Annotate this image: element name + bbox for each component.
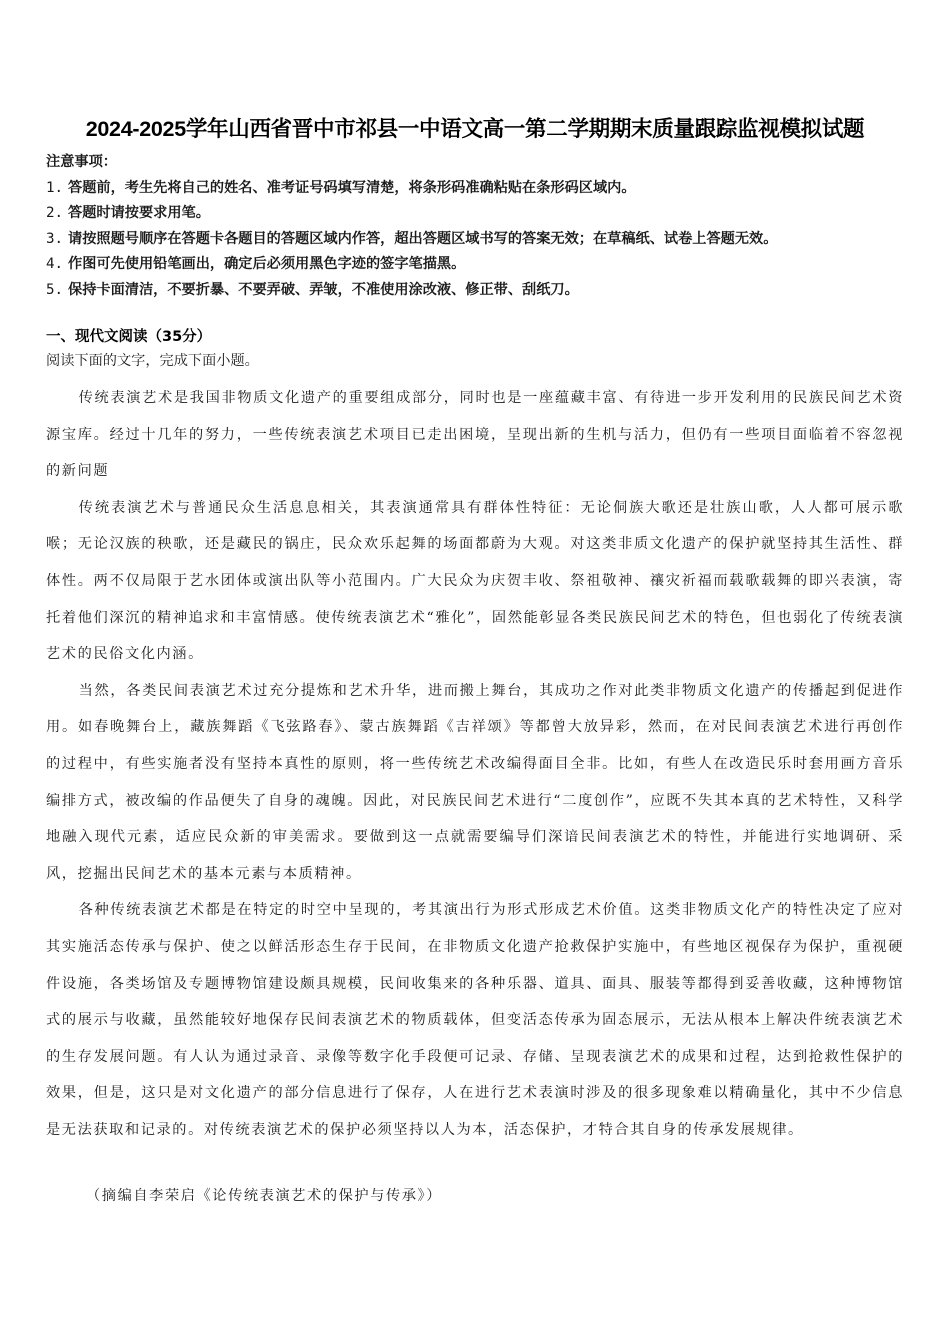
document-title: 2024-2025学年山西省晋中市祁县一中语文高一第二学期期末质量跟踪监视模拟试题 — [85, 117, 865, 141]
notes-item-number: 1. — [46, 179, 64, 196]
passage-paragraph: 传统表演艺术是我国非物质文化遗产的重要组成部分，同时也是一座蕴藏丰富、有待进一步开发利用的民族民间艺术资源宝库。经过十几年的努力，一些传统表演艺术项目已走出困境，呈现出新的生机与活力，但仍有一些项目面临着不容忽视的新问题 — [46, 390, 904, 480]
notes-item — [46, 201, 926, 227]
notes-item-text: 保持卡面清洁，不要折暴、不要弄破、弄皱，不准使用涂改液、修正带、刮纸刀。 — [68, 281, 579, 298]
reading-passage — [46, 380, 904, 1148]
notes-item — [46, 278, 926, 304]
notes-item — [46, 227, 926, 253]
notes-item-text: 答题时请按要求用笔。 — [68, 205, 210, 221]
notes-item-text: 请按照题号顺序在答题卡各题目的答题区域内作答，超出答题区域书写的答案无效；在草稿纸、试卷上答题无效。 — [68, 230, 778, 247]
section-instruction: 阅读下面的文字，完成下面小题。 — [46, 353, 259, 369]
notes-item-text: 作图可先使用铅笔画出，确定后必须用黑色字迹的签字笔描黑。 — [68, 256, 466, 272]
notes-item — [46, 252, 926, 278]
passage-paragraph: 当然，各类民间表演艺术过充分提炼和艺术升华，进而搬上舞台，其成功之作对此类非物质文化遗产的传播起到促进作用。如春晚舞台上，藏族舞蹈《飞弦路春》、蒙古族舞蹈《吉祥颂》等都曾大放异彩，然而，在对民间表演艺术进行再创作的过程中，有些实施者没有坚持本真性的原则，将一些传统艺术改编得面目全非。比如，有些人在改造民乐时套用画方音乐编排方式，被改编的作品便失了自身的魂魄。因此，对民族民间艺术进行“二度创作”，应既不失其本真的艺术特性，又科学地融入现代元素，适应民众新的审美需求。要做到这一点就需要编导们深谙民间表演艺术的特性，并能进行实地调研、采风，挖掘出民间艺术的基本元素与本质精神。 — [46, 682, 904, 882]
notes-item — [46, 176, 926, 202]
passage-citation: （摘编自李荣启《论传统表演艺术的保护与传承》） — [86, 1188, 443, 1204]
notes-heading: 注意事项： — [46, 154, 117, 170]
passage-paragraph: 传统表演艺术与普通民众生活息息相关，其表演通常具有群体性特征：无论侗族大歌还是壮族山歌，人人都可展示歌喉；无论汉族的秧歌，还是藏民的锅庄，民众欢乐起舞的场面都蔚为大观。对这类非质文化遗产的保护就坚持其生活性、群体性。两不仅局限于艺水团体或演出队等小范围内。广大民众为庆贺丰收、祭祖敬神、禳灾祈福而载歌载舞的即兴表演，寄托着他们深沉的精神追求和丰富情感。使传统表演艺术“雅化”，固然能彰显各类民族民间艺术的特色，但也弱化了传统表演艺术的民俗文化内涵。 — [46, 499, 904, 663]
notes-item-number: 2. — [46, 205, 64, 221]
notes-item-number: 3. — [46, 230, 64, 247]
passage-paragraph: 各种传统表演艺术都是在特定的时空中呈现的，考其演出行为形式形成艺术价值。这类非物质文化产的特性决定了应对其实施活态传承与保护、使之以鲜活形态生存于民间，在非物质文化遗产抢救保护实施中，有些地区视保存为保护，重视硬件设施，各类场馆及专题博物馆建设颇具规模，民间收集来的各种乐器、道具、面具、服装等都得到妥善收藏，这种博物馆式的展示与收藏，虽然能较好地保存民间表演艺术的物质载体，但变活态传承为固态展示，无法从根本上解决件统表演艺术的生存发展问题。有人认为通过录音、录像等数字化手段便可记录、存储、呈现表演艺术的成果和过程，达到抢救性保护的效果，但是，这只是对文化遗产的部分信息进行了保存，人在进行艺术表演时涉及的很多现象难以精确量化，其中不少信息是无法获取和记录的。对传统表演艺术的保护必须坚持以人为本，活态保护，才特合其自身的传承发展规律。 — [46, 902, 904, 1138]
notes-block — [46, 150, 926, 303]
notes-item-text: 答题前，考生先将自己的姓名、准考证号码填写清楚，将条形码准确粘贴在条形码区域内。 — [68, 179, 636, 196]
notes-item-number: 5. — [46, 281, 64, 298]
section-heading: 一、现代文阅读（35分） — [46, 329, 212, 345]
notes-item-number: 4. — [46, 256, 64, 272]
